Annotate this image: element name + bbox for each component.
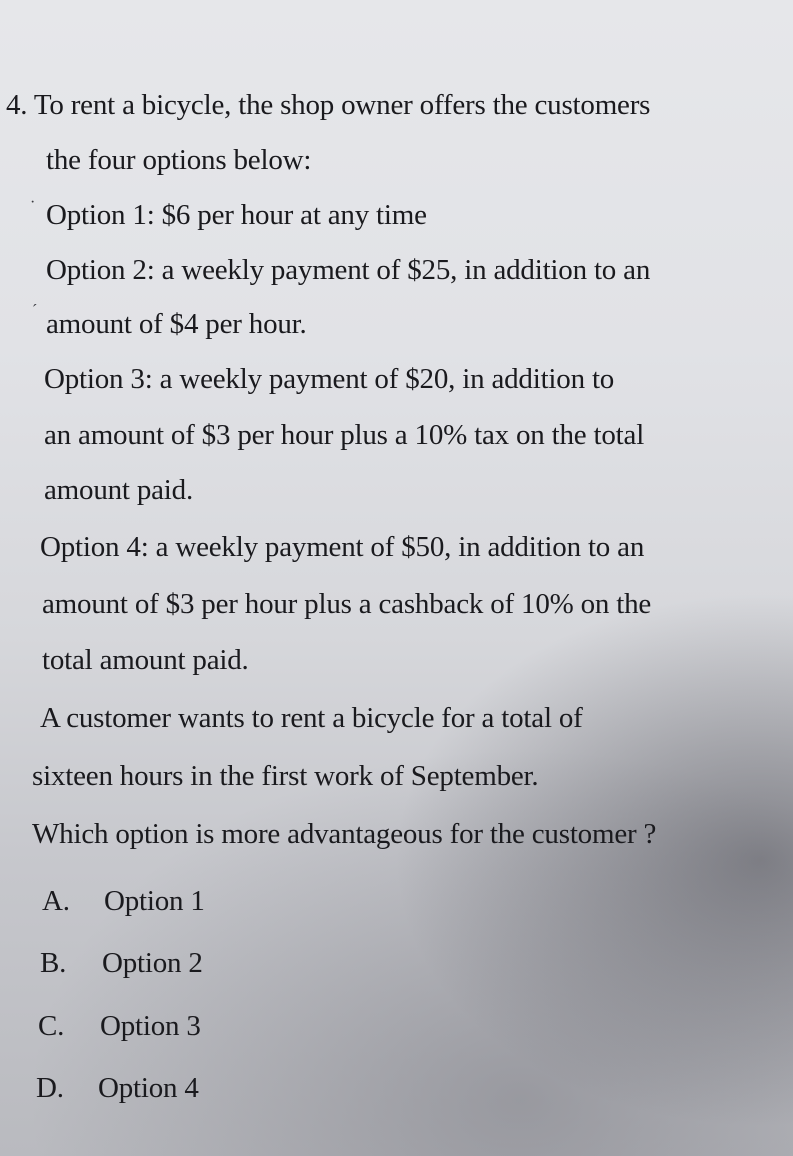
question-number: 4. [6, 89, 28, 121]
option-3-line-2: an amount of $3 per hour plus a 10% tax on the total [44, 419, 645, 451]
option-1-line-1: Option 1: $6 per hour at any time [46, 199, 427, 231]
choice-text: Option 3 [100, 1010, 201, 1042]
option-4-line-1: Option 4: a weekly payment of $50, in addition to an [40, 531, 645, 563]
option-3-line-3: amount paid. [44, 474, 194, 506]
margin-mark: · [30, 194, 36, 211]
option-2-line-2: amount of $4 per hour. [46, 308, 307, 340]
margin-mark: ´ [32, 302, 38, 319]
choice-letter: B. [40, 947, 67, 979]
choice-letter: A. [42, 885, 70, 917]
choice-b[interactable] [40, 946, 203, 980]
option-4-line-3: total amount paid. [42, 644, 249, 676]
choice-text: Option 2 [102, 947, 203, 979]
option-4-line-2: amount of $3 per hour plus a cashback of 10% on the [42, 588, 652, 620]
choice-letter: C. [38, 1010, 65, 1042]
choice-a[interactable] [42, 884, 205, 918]
scenario-line-2: sixteen hours in the first work of September. [32, 760, 539, 792]
question-text-line-1: To rent a bicycle, the shop owner offers the customers [33, 89, 651, 121]
question-text-line-2: the four options below: [46, 144, 312, 176]
choice-letter: D. [36, 1072, 64, 1104]
choice-d[interactable] [36, 1071, 199, 1105]
scenario-line-1: A customer wants to rent a bicycle for a total of [40, 702, 583, 734]
question-line-1 [6, 88, 650, 122]
choice-text: Option 4 [98, 1072, 199, 1104]
option-3-line-1: Option 3: a weekly payment of $20, in addition to [44, 363, 615, 395]
option-2-line-1: Option 2: a weekly payment of $25, in addition to an [46, 254, 651, 286]
question-prompt: Which option is more advantageous for the customer ? [32, 818, 657, 850]
choice-c[interactable] [38, 1009, 201, 1043]
choice-text: Option 1 [104, 885, 205, 917]
